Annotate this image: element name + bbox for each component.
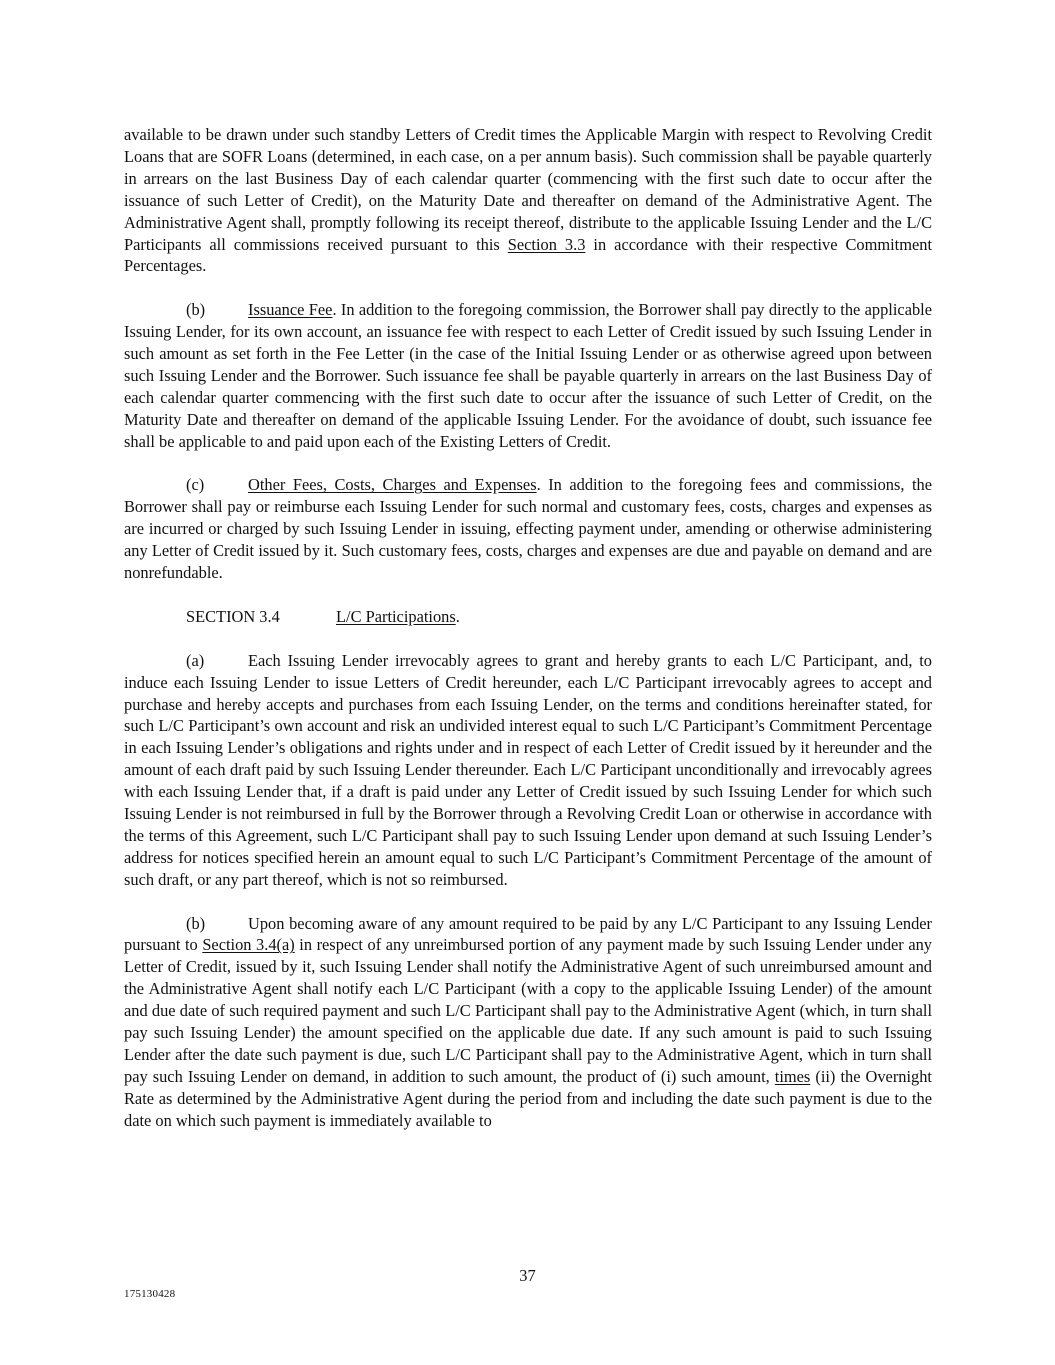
times-emphasis: times [774, 1066, 811, 1086]
paragraph-text: Each Issuing Lender irrevocably agrees to grant and hereby grants to each L/C Participant, and, to induce each Issuing Lender to issue Letters of Credit hereunder, each L/C Participant irrevocably agrees to accept and purchase and hereby accepts and purchases from each Issuing Lender, on the terms and conditions hereinafter stated, for such L/C Participant’s own account and risk an undivided interest equal to such L/C Participant’s Commitment Percentage in each Issuing Lender’s obligations and rights under and in respect of each Letter of Credit issued by it hereunder and the amount of each draft paid by such Issuing Lender thereunder. Each L/C Participant unconditionally and irrevocably agrees with each Issuing Lender that, if a draft is paid under any Letter of Credit issued by such Issuing Lender for which such Issuing Lender is not reimbursed in full by the Borrower through a Revolving Credit Loan or otherwise in accordance with the terms of this Agreement, such L/C Participant shall pay to such Issuing Lender upon demand at such Issuing Lender’s address for notices specified herein an amount equal to such L/C Participant’s Commitment Percentage of the amount of such draft, or any part thereof, which is not so reimbursed. [124, 650, 932, 889]
section-number: SECTION 3.4 [186, 606, 280, 626]
paragraph-title: Issuance Fee [248, 300, 333, 320]
paragraph-label: (a) [186, 650, 205, 670]
paragraph-3-4-b [124, 913, 932, 1132]
paragraph-c-other-fees [124, 474, 932, 584]
section-3-4a-reference: Section 3.4(a) [202, 935, 295, 955]
paragraph-text: in accordance with their respective Commitment Percentages. [124, 234, 932, 276]
paragraph-label: (b) [186, 300, 206, 320]
paragraph-commission-continued [124, 124, 932, 277]
paragraph-text: (ii) the Overnight Rate as determined by the Administrative Agent during the period from and including the date such payment is due to the date on which such payment is immediately available to [124, 1066, 932, 1130]
paragraph-text: available to be drawn under such standby Letters of Credit times the Applicable Margin with respect to Revolving Credit Loans that are SOFR Loans (determined, in each case, on a per annum basis). Such commission shall be payable quarterly in arrears on the last Business Day of each calendar quarter (commencing with the first such date to occur after the issuance of such Letter of Credit), on the Maturity Date and thereafter on demand of the Administrative Agent. The Administrative Agent shall, promptly following its receipt thereof, distribute to the applicable Issuing Lender and the L/C Participants all commissions received pursuant to this [124, 125, 932, 254]
paragraph-text: in respect of any unreimbursed portion of any payment made by such Issuing Lender under any Letter of Credit, issued by it, such Issuing Lender shall notify the Administrative Agent of such unreimbursed amount and the Administrative Agent shall notify each L/C Participant (with a copy to the applicable Issuing Lender) of the amount and due date of such required payment and such L/C Participant shall pay to the Administrative Agent (which, in turn shall pay such Issuing Lender) the amount specified on the applicable due date. If any such amount is paid to such Issuing Lender after the date such payment is due, such L/C Participant shall pay to the Administrative Agent, which in turn shall pay such Issuing Lender on demand, in addition to such amount, the product of (i) such amount, [124, 935, 932, 1086]
paragraph-label: (c) [186, 475, 205, 495]
document-page [124, 124, 932, 1154]
section-title: L/C Participations [336, 606, 456, 626]
page-number: 37 [519, 1266, 536, 1285]
paragraph-title: Other Fees, Costs, Charges and Expenses [248, 475, 537, 495]
section-heading [124, 606, 932, 628]
paragraph-text: Upon becoming aware of any amount required to be paid by any L/C Participant to any Issuing Lender pursuant to [124, 913, 932, 955]
paragraph-b-issuance-fee [124, 299, 932, 452]
paragraph-3-4-a [124, 650, 932, 891]
document-id: 175130428 [124, 1288, 176, 1300]
section-3-3-reference: Section 3.3 [507, 234, 586, 254]
section-title-period: . [455, 606, 460, 626]
paragraph-label: (b) [186, 913, 206, 933]
paragraph-text: . In addition to the foregoing fees and commissions, the Borrower shall pay or reimburse each Issuing Lender for such normal and customary fees, costs, charges and expenses as are incurred or charged by such Issuing Lender in issuing, effecting payment under, amending or otherwise administering any Letter of Credit issued by it. Such customary fees, costs, charges and expenses are due and payable on demand and are nonrefundable. [124, 475, 932, 583]
paragraph-text: . In addition to the foregoing commission, the Borrower shall pay directly to the applicable Issuing Lender, for its own account, an issuance fee with respect to each Letter of Credit issued by such Issuing Lender in such amount as set forth in the Fee Letter (in the case of the Initial Issuing Lender or as otherwise agreed upon between such Issuing Lender and the Borrower. Such issuance fee shall be payable quarterly in arrears on the last Business Day of each calendar quarter commencing with the first such date to occur after the issuance of such Letter of Credit, on the Maturity Date and thereafter on demand of the applicable Issuing Lender. For the avoidance of doubt, such issuance fee shall be applicable to and paid upon each of the Existing Letters of Credit. [124, 300, 932, 451]
